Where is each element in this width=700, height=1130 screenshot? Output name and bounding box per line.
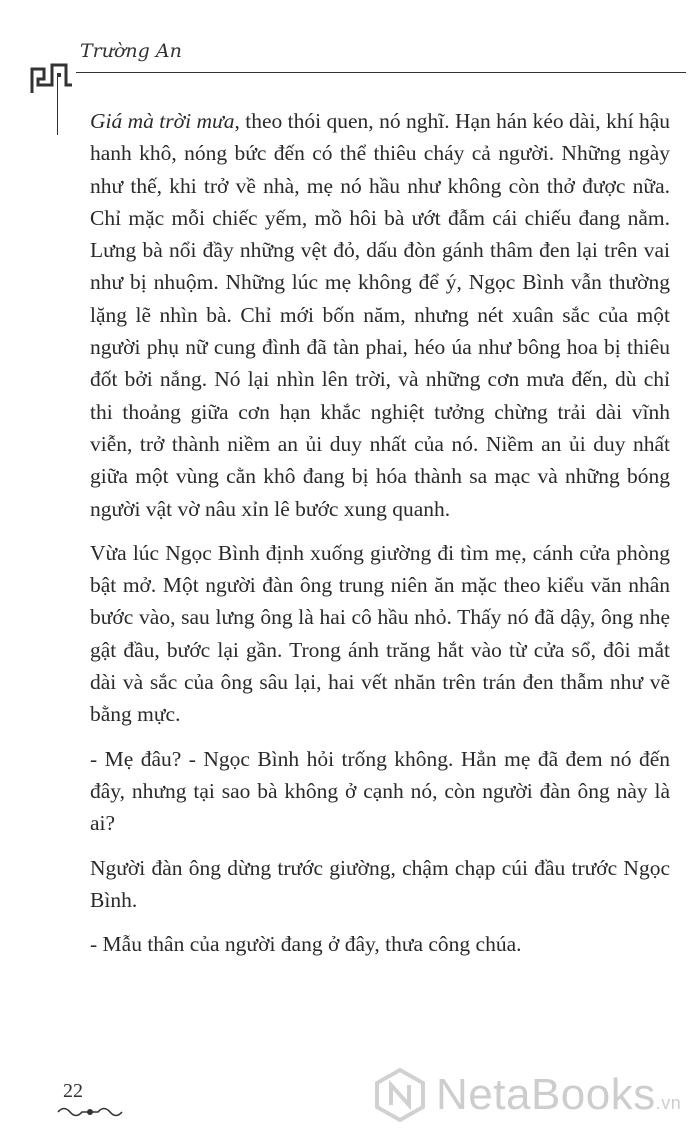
watermark [372,1066,688,1124]
watermark-suffix: .vn [655,1093,682,1113]
paragraph-2: Vừa lúc Ngọc Bình định xuống giường đi tìm mẹ, cánh cửa phòng bật mở. Một người đàn ông trung niên ăn mặc theo kiểu văn nhân bước vào, sau lưng ông là hai cô hầu nhỏ. Thấy nó đã dậy, ông nhẹ gật đầu, bước lại gần. Trong ánh trăng hắt vào từ cửa sổ, đôi mắt dài và sắc của ông sâu lại, hai vết nhăn trên trán đen thẫm như vẽ bằng mực. [90,540,670,727]
running-head-title: Trường An [80,40,182,62]
footer-ornament-icon [56,1103,124,1121]
header-vertical-rule [57,73,58,135]
page-number: 22 [63,1080,83,1102]
paragraph-1 [90,105,670,525]
paragraph-5: - Mẫu thân của người đang ở đây, thưa công chúa. [90,932,522,957]
paragraph-4: Người đàn ông dừng trước giường, chậm chạp cúi đầu trước Ngọc Bình. [90,855,670,912]
netabooks-logo-icon [372,1067,428,1123]
paragraph-3: - Mẹ đâu? - Ngọc Bình hỏi trống không. Hẳn mẹ đã đem nó đến đây, nhưng tại sao bà không ở cạnh nó, còn người đàn ông này là ai? [90,746,670,836]
watermark-brand: NetaBooks [436,1070,656,1119]
paragraph-1-italic: Giá mà trời mưa [90,109,235,133]
header-rule [76,72,686,73]
corner-ornament-icon [30,55,74,95]
paragraph-1-rest: , theo thói quen, nó nghĩ. Hạn hán kéo dài, khí hậu hanh khô, nóng bức đến có thể thiêu cháy cả người. Những ngày như thế, khi trở về nhà, mẹ nó hầu như không còn thở được nữa. Chỉ mặc mỗi chiếc yếm, mồ hôi bà ướt đẫm cái chiếu đang nằm. Lưng bà nổi đầy những vệt đỏ, dấu đòn gánh thâm đen lại trên vai như bị nhuộm. Những lúc mẹ không để ý, Ngọc Bình vẫn thường lặng lẽ nhìn bà. Chỉ mới bốn năm, nhưng nét xuân sắc của một người phụ nữ cung đình đã tàn phai, héo úa như bông hoa bị thiêu đốt bởi nắng. Nó lại nhìn lên trời, và những cơn mưa đến, dù chỉ thi thoảng giữa cơn hạn khắc nghiệt tưởng chừng trải dài vĩnh viễn, trở thành niềm an ủi duy nhất của nó. Niềm an ủi duy nhất giữa một vùng cằn khô đang bị hóa thành sa mạc và những bóng người vật vờ nâu xỉn lê bước xung quanh. [90,109,670,521]
body-text [90,105,670,960]
watermark-text [436,1070,681,1120]
